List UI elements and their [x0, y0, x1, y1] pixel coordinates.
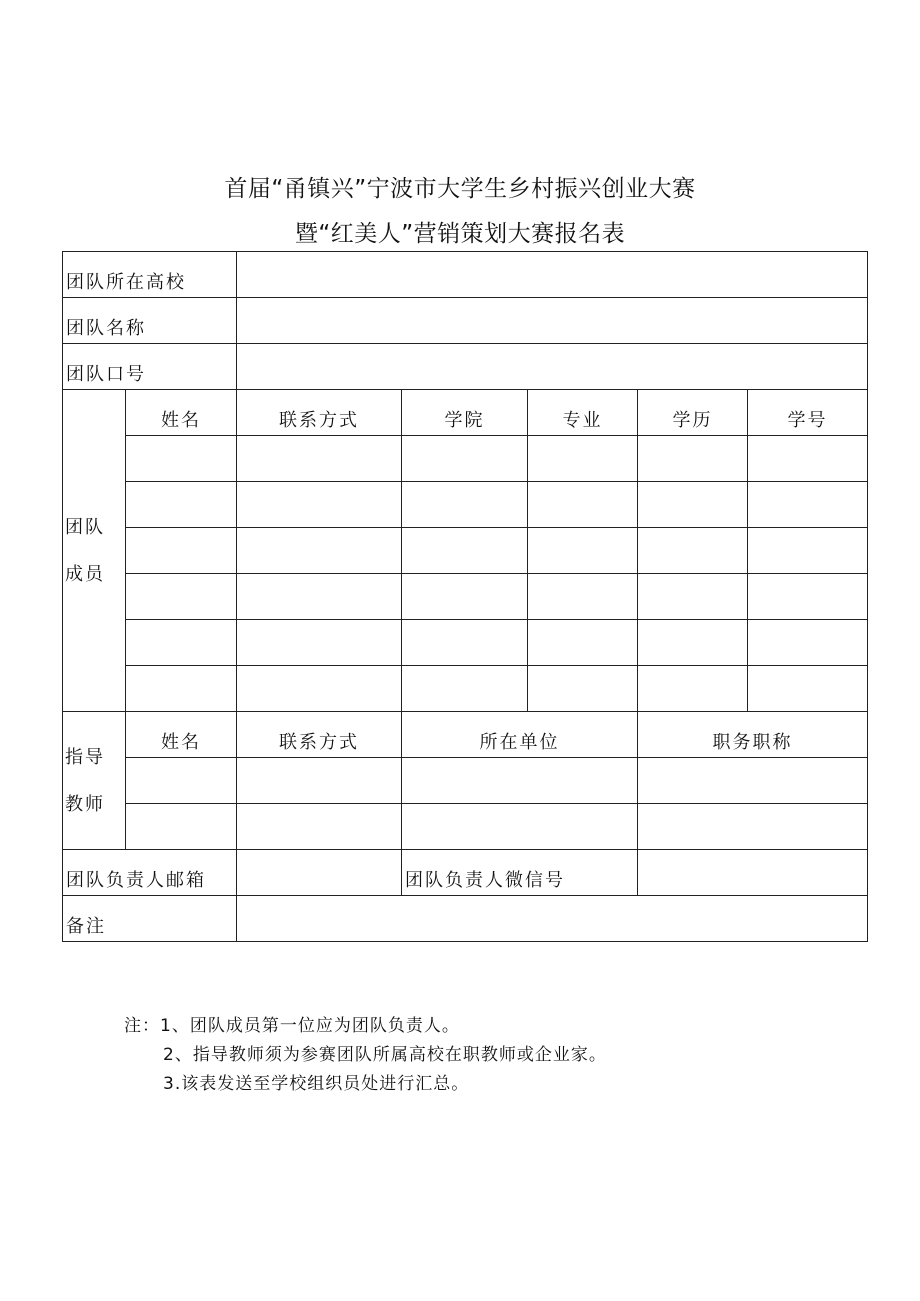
- advisor-name-cell[interactable]: [126, 804, 237, 850]
- member-name-cell[interactable]: [126, 528, 237, 574]
- member-college-cell[interactable]: [402, 482, 528, 528]
- note-line-2: 2、指导教师须为参赛团队所属高校在职教师或企业家。: [163, 1045, 607, 1065]
- member-college-cell[interactable]: [402, 574, 528, 620]
- advisor-organization-cell[interactable]: [402, 804, 638, 850]
- leader-email-label: 团队负责人邮箱: [63, 850, 237, 896]
- advisor-name-cell[interactable]: [126, 758, 237, 804]
- member-header-college: 学院: [402, 390, 528, 436]
- advisor-title-cell[interactable]: [638, 804, 868, 850]
- slogan-label: 团队口号: [63, 344, 237, 390]
- members-label-line-2: 成员: [65, 563, 105, 585]
- row-team-name: [63, 298, 868, 344]
- member-contact-cell[interactable]: [237, 436, 402, 482]
- member-header-contact: 联系方式: [237, 390, 402, 436]
- member-college-cell[interactable]: [402, 666, 528, 712]
- advisor-contact-cell[interactable]: [237, 804, 402, 850]
- form-title-line-2: 暨“红美人”营销策划大赛报名表: [294, 221, 626, 247]
- member-row: [63, 666, 868, 712]
- member-college-cell[interactable]: [402, 620, 528, 666]
- advisors-label-line-2: 教师: [65, 793, 105, 815]
- member-name-cell[interactable]: [126, 436, 237, 482]
- advisor-header-organization: 所在单位: [402, 712, 638, 758]
- member-student-id-cell[interactable]: [748, 482, 868, 528]
- member-college-cell[interactable]: [402, 436, 528, 482]
- leader-wechat-label: 团队负责人微信号: [402, 850, 638, 896]
- advisor-contact-cell[interactable]: [237, 758, 402, 804]
- notes-section: [124, 1012, 607, 1099]
- member-student-id-cell[interactable]: [748, 666, 868, 712]
- advisor-header-title: 职务职称: [638, 712, 868, 758]
- row-school: [63, 252, 868, 298]
- member-degree-cell[interactable]: [638, 482, 748, 528]
- member-row: [63, 574, 868, 620]
- team-name-field[interactable]: [237, 298, 868, 344]
- leader-wechat-field[interactable]: [638, 850, 868, 896]
- team-name-label: 团队名称: [63, 298, 237, 344]
- member-name-cell[interactable]: [126, 574, 237, 620]
- member-contact-cell[interactable]: [237, 574, 402, 620]
- remarks-field[interactable]: [237, 896, 868, 942]
- member-contact-cell[interactable]: [237, 666, 402, 712]
- member-student-id-cell[interactable]: [748, 620, 868, 666]
- member-degree-cell[interactable]: [638, 666, 748, 712]
- member-row: [63, 620, 868, 666]
- member-student-id-cell[interactable]: [748, 528, 868, 574]
- member-header-major: 专业: [528, 390, 638, 436]
- member-contact-cell[interactable]: [237, 482, 402, 528]
- remarks-label: 备注: [63, 896, 237, 942]
- advisors-label-line-1: 指导: [65, 746, 105, 768]
- school-field[interactable]: [237, 252, 868, 298]
- row-slogan: [63, 344, 868, 390]
- advisors-section-label: [63, 712, 126, 850]
- advisor-header-name: 姓名: [126, 712, 237, 758]
- member-degree-cell[interactable]: [638, 436, 748, 482]
- member-header-name: 姓名: [126, 390, 237, 436]
- member-major-cell[interactable]: [528, 574, 638, 620]
- member-name-cell[interactable]: [126, 482, 237, 528]
- school-label: 团队所在高校: [63, 252, 237, 298]
- members-header-row: [63, 390, 868, 436]
- member-degree-cell[interactable]: [638, 620, 748, 666]
- member-degree-cell[interactable]: [638, 574, 748, 620]
- member-name-cell[interactable]: [126, 620, 237, 666]
- note-line-1: 注：1、团队成员第一位应为团队负责人。: [124, 1016, 460, 1036]
- advisor-row: [63, 804, 868, 850]
- advisor-row: [63, 758, 868, 804]
- advisor-header-contact: 联系方式: [237, 712, 402, 758]
- member-major-cell[interactable]: [528, 436, 638, 482]
- leader-email-field[interactable]: [237, 850, 402, 896]
- member-contact-cell[interactable]: [237, 620, 402, 666]
- member-major-cell[interactable]: [528, 528, 638, 574]
- row-remarks: [63, 896, 868, 942]
- member-degree-cell[interactable]: [638, 528, 748, 574]
- member-row: [63, 436, 868, 482]
- row-contact-info: [63, 850, 868, 896]
- member-major-cell[interactable]: [528, 482, 638, 528]
- member-college-cell[interactable]: [402, 528, 528, 574]
- slogan-field[interactable]: [237, 344, 868, 390]
- member-header-degree: 学历: [638, 390, 748, 436]
- member-major-cell[interactable]: [528, 666, 638, 712]
- advisor-organization-cell[interactable]: [402, 758, 638, 804]
- advisors-header-row: [63, 712, 868, 758]
- member-name-cell[interactable]: [126, 666, 237, 712]
- member-student-id-cell[interactable]: [748, 574, 868, 620]
- member-major-cell[interactable]: [528, 620, 638, 666]
- member-header-student-id: 学号: [748, 390, 868, 436]
- registration-table: [62, 251, 868, 942]
- members-label-line-1: 团队: [65, 516, 105, 538]
- member-student-id-cell[interactable]: [748, 436, 868, 482]
- members-section-label: [63, 390, 126, 712]
- form-title-line-1: 首届“甬镇兴”宁波市大学生乡村振兴创业大赛: [224, 176, 696, 202]
- note-line-3: 3.该表发送至学校组织员处进行汇总。: [163, 1074, 470, 1094]
- member-contact-cell[interactable]: [237, 528, 402, 574]
- member-row: [63, 482, 868, 528]
- advisor-title-cell[interactable]: [638, 758, 868, 804]
- member-row: [63, 528, 868, 574]
